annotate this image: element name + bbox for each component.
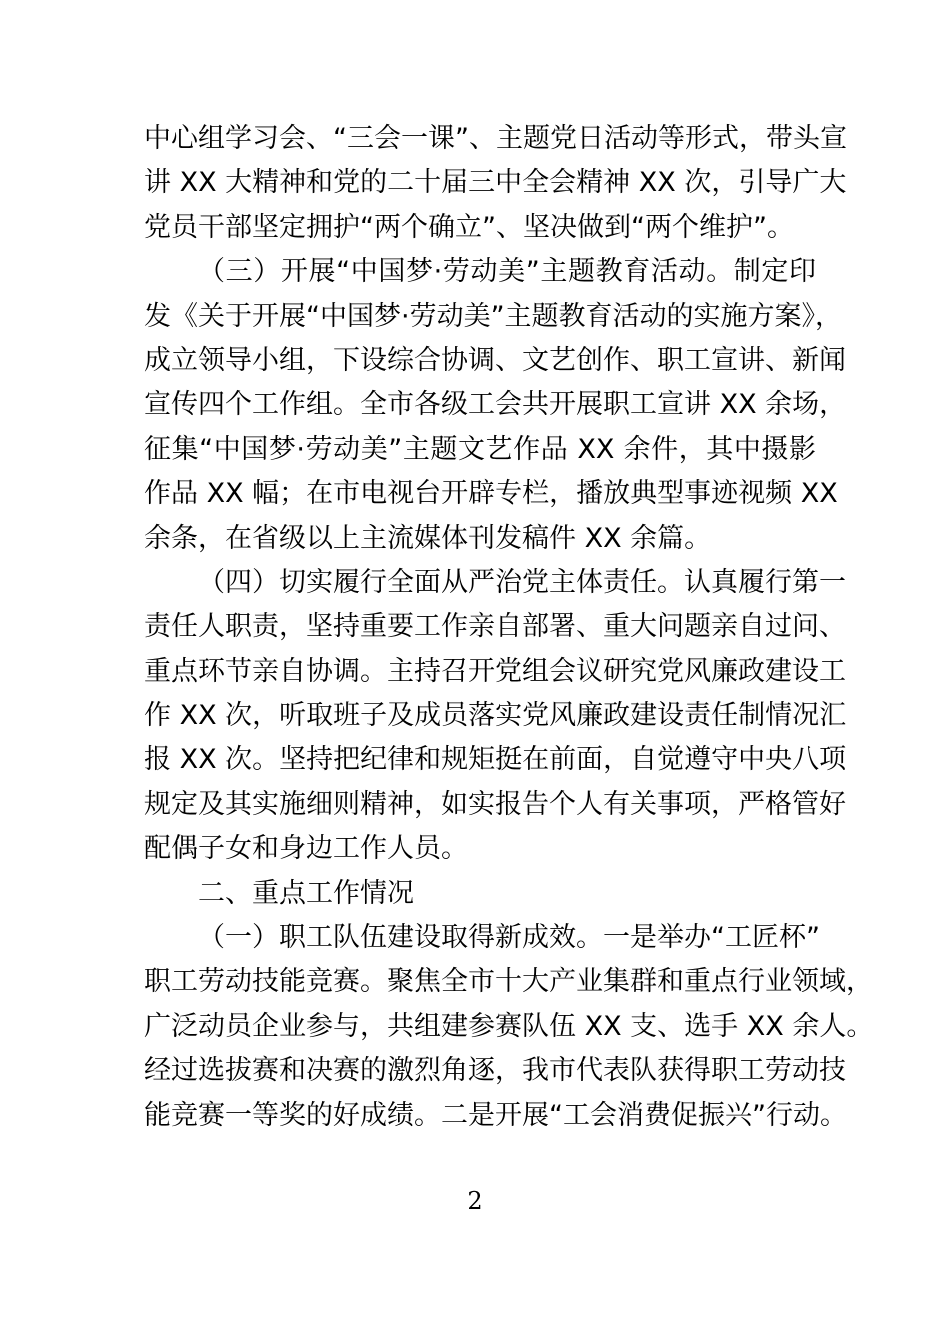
text-line: 配偶子女和身边工作人员。 (144, 833, 468, 865)
text-line: 经过选拔赛和决赛的激烈角逐，我市代表队获得职工劳动技 (144, 1055, 846, 1087)
text-line: 成立领导小组，下设综合协调、文艺创作、职工宣讲、新闻 (144, 344, 846, 376)
section-heading-line: （三）开展“中国梦·劳动美”主题教育活动。制定印 (198, 256, 816, 288)
chapter-heading: 二、重点工作情况 (198, 877, 414, 909)
section-heading-line: （四）切实履行全面从严治党主体责任。认真履行第一 (198, 566, 846, 598)
text-line: 责任人职责，坚持重要工作亲自部署、重大问题亲自过问、 (144, 611, 846, 643)
text-line: 作品 XX 幅；在市电视台开辟专栏，播放典型事迹视频 XX (144, 478, 838, 510)
text-line: 中心组学习会、“三会一课”、主题党日活动等形式，带头宣 (144, 123, 847, 154)
text-line: 讲 XX 大精神和党的二十届三中全会精神 XX 次，引导广大 (144, 167, 847, 199)
text-line: 发《关于开展“中国梦·劳动美”主题教育活动的实施方案》， (144, 300, 843, 332)
text-line: 规定及其实施细则精神，如实报告个人有关事项，严格管好 (144, 788, 846, 820)
text-line: 重点环节亲自协调。主持召开党组会议研究党风廉政建设工 (144, 655, 846, 687)
text-line: 征集“中国梦·劳动美”主题文艺作品 XX 余件，其中摄影 (144, 433, 816, 465)
text-line: 宣传四个工作组。全市各级工会共开展职工宣讲 XX 余场， (144, 389, 847, 421)
text-line: 职工劳动技能竞赛。聚焦全市十大产业集群和重点行业领域， (144, 966, 873, 998)
text-line: 报 XX 次。坚持把纪律和规矩挺在前面，自觉遵守中央八项 (144, 744, 847, 776)
text-line: 党员干部坚定拥护“两个确立”、坚决做到“两个维护”。 (144, 211, 794, 243)
text-line: 余条，在省级以上主流媒体刊发稿件 XX 余篇。 (144, 522, 712, 554)
page-number: 2 (467, 1187, 483, 1215)
text-line: 广泛动员企业参与，共组建参赛队伍 XX 支、选手 XX 余人。 (144, 1010, 874, 1042)
body-text (144, 117, 874, 1138)
text-line: 作 XX 次，听取班子及成员落实党风廉政建设责任制情况汇 (144, 700, 847, 732)
text-line: 能竞赛一等奖的好成绩。二是开展“工会消费促振兴”行动。 (144, 1099, 847, 1131)
section-heading-line: （一）职工队伍建设取得新成效。一是举办“工匠杯” (198, 922, 820, 954)
